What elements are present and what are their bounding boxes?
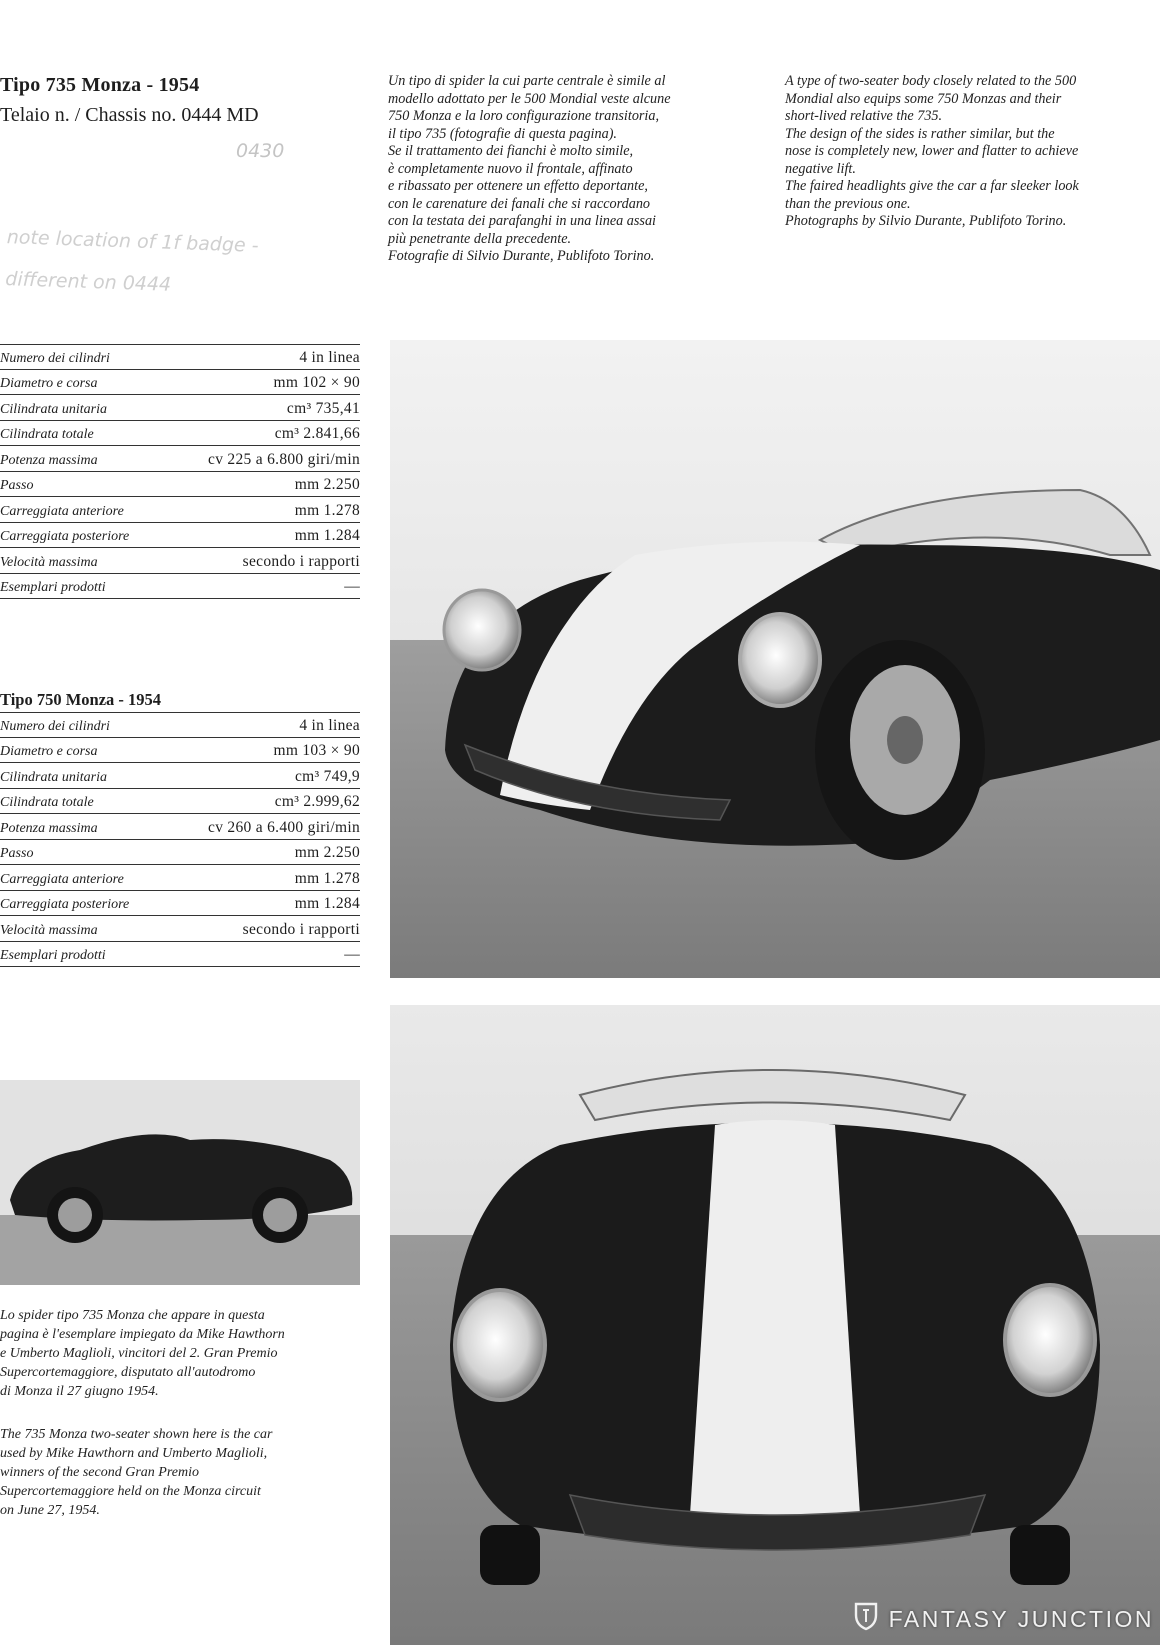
spec-row (0, 421, 360, 447)
spec-row (0, 763, 360, 789)
spec-label: Numero dei cilindri (0, 350, 110, 366)
spec-value: mm 1.284 (294, 895, 360, 912)
spec-label: Cilindrata totale (0, 795, 94, 810)
spec-value: secondo i rapporti (242, 552, 360, 570)
spec-row (0, 497, 360, 523)
spec-value: — (344, 578, 360, 595)
spec-row (0, 789, 360, 815)
spec-row (0, 712, 360, 738)
text-line: Photographs by Silvio Durante, Publifoto Torino. (785, 213, 1067, 229)
spec-value: mm 2.250 (294, 476, 360, 493)
spec-row (0, 942, 360, 968)
photo-side-view (0, 1080, 360, 1285)
handwritten-note (5, 216, 348, 312)
spec-label: Diametro e corsa (0, 376, 98, 391)
spec-value: cv 260 a 6.400 giri/min (208, 818, 360, 836)
spec-label: Potenza massima (0, 452, 98, 468)
page-title: Tipo 735 Monza - 1954 (0, 74, 200, 96)
text-line: Mondial also equips some 750 Monzas and their (785, 90, 1062, 107)
text-line: than the previous one. (785, 195, 911, 212)
spec-row (0, 891, 360, 917)
spec-value: — (344, 946, 360, 963)
spec-value: 4 in linea (299, 348, 360, 366)
text-line: The design of the sides is rather similar, but the (785, 125, 1055, 142)
spec-label: Cilindrata unitaria (0, 769, 107, 785)
caption-italian (0, 1306, 370, 1401)
chassis-number: Telaio n. / Chassis no. 0444 MD (0, 104, 259, 126)
spec-value: mm 102 × 90 (273, 374, 360, 391)
spec-value: mm 2.250 (294, 844, 360, 861)
spec-label: Passo (0, 478, 34, 493)
spec-table-735 (0, 344, 360, 599)
spec-value: cv 225 a 6.800 giri/min (208, 450, 360, 468)
caption-line: di Monza il 27 giugno 1954. (0, 1384, 159, 1399)
caption-english (0, 1425, 370, 1520)
text-line: A type of two-seater body closely related to the 500 (785, 73, 1077, 89)
spec-row (0, 548, 360, 574)
italian-description (388, 73, 758, 266)
spec-label: Velocità massima (0, 922, 98, 938)
spec-label: Potenza massima (0, 820, 98, 836)
text-line: con le carenature dei fanali che si raccordano (388, 195, 651, 212)
spec-row (0, 574, 360, 600)
spec-row (0, 523, 360, 549)
text-line: con la testata dei parafanghi in una linea assai (388, 213, 656, 229)
spec-label: Velocità massima (0, 554, 98, 570)
spec-value: cm³ 735,41 (286, 399, 360, 417)
caption-line: e Umberto Maglioli, vincitori del 2. Gran Premio (0, 1346, 278, 1361)
spec-value: mm 1.284 (294, 527, 360, 544)
car-side-illustration (0, 1080, 360, 1285)
spec-row (0, 472, 360, 498)
spec-value: secondo i rapporti (242, 920, 360, 938)
spec-label: Diametro e corsa (0, 744, 98, 759)
spec-row (0, 446, 360, 472)
spec-label: Cilindrata totale (0, 427, 94, 442)
spec-value: mm 1.278 (294, 869, 360, 887)
caption-line: Supercortemaggiore held on the Monza circuit (0, 1484, 261, 1499)
spec-label: Passo (0, 846, 34, 861)
text-line: negative lift. (785, 160, 856, 177)
spec-label: Numero dei cilindri (0, 718, 110, 734)
text-line: Un tipo di spider la cui parte centrale è simile al (388, 73, 666, 89)
spec-row (0, 738, 360, 764)
spec-table-750 (0, 688, 360, 967)
spec-value: cm³ 2.999,62 (274, 793, 360, 810)
handwritten-number: 0430 (236, 140, 285, 162)
spec-label: Carreggiata anteriore (0, 503, 124, 519)
car-front-illustration (390, 1005, 1160, 1645)
shield-logo-icon (853, 1601, 879, 1637)
spec-table-title: Tipo 750 Monza - 1954 (0, 690, 162, 709)
spec-row (0, 840, 360, 866)
handwritten-note-line: note location of 1f badge - (6, 226, 259, 257)
text-line: The faired headlights give the car a far sleeker look (785, 178, 1079, 194)
spec-value: cm³ 2.841,66 (274, 425, 360, 442)
spec-row (0, 916, 360, 942)
spec-label: Esemplari prodotti (0, 580, 106, 595)
text-line: Se il trattamento dei fianchi è molto simile, (388, 143, 634, 159)
photo-three-quarter-view (390, 340, 1160, 978)
text-line: Fotografie di Silvio Durante, Publifoto Torino. (388, 248, 655, 264)
text-line: il tipo 735 (fotografie di questa pagina). (388, 125, 617, 142)
spec-label: Cilindrata unitaria (0, 401, 107, 417)
spec-value: mm 1.278 (294, 501, 360, 519)
caption-line: pagina è l'esemplare impiegato da Mike Hawthorn (0, 1327, 285, 1342)
spec-row (0, 344, 360, 370)
caption-line: winners of the second Gran Premio (0, 1465, 199, 1480)
caption-line: used by Mike Hawthorn and Umberto Maglioli, (0, 1446, 268, 1461)
text-line: è completamente nuovo il frontale, affinato (388, 160, 633, 177)
handwritten-note-line: different on 0444 (4, 268, 172, 296)
photo-front-view (390, 1005, 1160, 1645)
spec-row (0, 814, 360, 840)
spec-value: 4 in linea (299, 716, 360, 734)
spec-row (0, 395, 360, 421)
spec-label: Carreggiata posteriore (0, 529, 130, 544)
caption-line: Supercortemaggiore, disputato all'autodromo (0, 1365, 256, 1380)
spec-value: cm³ 749,9 (294, 767, 360, 785)
spec-value: mm 103 × 90 (273, 742, 360, 759)
caption-line: The 735 Monza two-seater shown here is the car (0, 1427, 273, 1442)
spec-label: Carreggiata posteriore (0, 897, 130, 912)
car-three-quarter-illustration (390, 340, 1160, 978)
spec-row (0, 370, 360, 396)
text-line: modello adottato per le 500 Mondial veste alcune (388, 90, 671, 107)
watermark-text: FANTASY JUNCTION (888, 1605, 1154, 1632)
caption-line: on June 27, 1954. (0, 1503, 100, 1518)
text-line: 750 Monza e la loro configurazione transitoria, (388, 108, 660, 124)
watermark (853, 1601, 1154, 1637)
text-line: e ribassato per ottenere un effetto deportante, (388, 178, 648, 194)
spec-label: Carreggiata anteriore (0, 871, 124, 887)
text-line: più penetrante della precedente. (388, 230, 572, 247)
text-line: nose is completely new, lower and flatter to achieve (785, 143, 1079, 159)
spec-row (0, 865, 360, 891)
text-line: short-lived relative the 735. (785, 108, 943, 124)
caption-line: Lo spider tipo 735 Monza che appare in questa (0, 1308, 265, 1323)
spec-label: Esemplari prodotti (0, 948, 106, 963)
english-description (785, 73, 1170, 231)
